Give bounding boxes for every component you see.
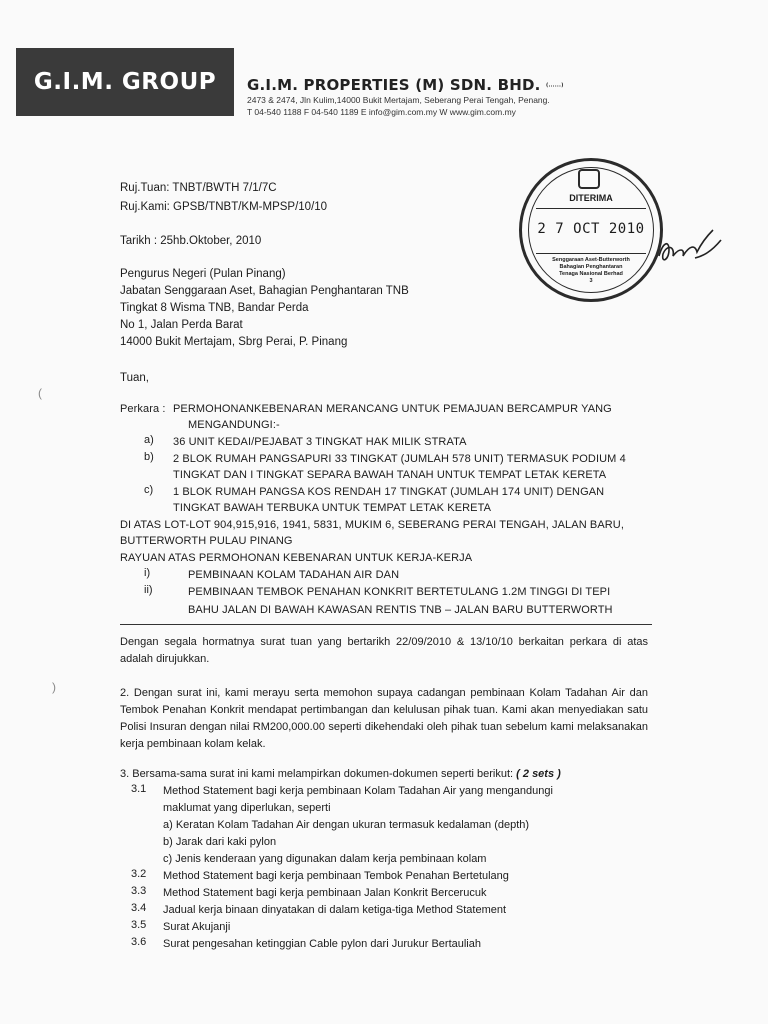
stamp-title: DITERIMA — [569, 193, 613, 203]
company-name: G.I.M. PROPERTIES (M) SDN. BHD. (......) — [247, 76, 564, 94]
item-number: 3.5 — [131, 919, 147, 931]
logo-text: G.I.M. GROUP — [33, 69, 217, 95]
margin-mark: ( — [38, 386, 42, 400]
sub-item: a) Keratan Kolam Tadahan Air dengan ukuran termasuk kedalaman (depth) — [163, 819, 530, 831]
attachment-item: Surat pengesahan ketinggian Cable pylon dari Jurukur Bertauliah — [163, 938, 481, 950]
appeal-item: PEMBINAAN TEMBOK PENAHAN KONKRIT BERTETULANG 1.2M TINGGI DI TEPI — [188, 586, 611, 598]
company-info — [247, 76, 667, 118]
recipient-line: No 1, Jalan Perda Barat — [120, 319, 243, 331]
subject-line: PERMOHONANKEBENARAN MERANCANG UNTUK PEMAJUAN BERCAMPUR YANG — [173, 403, 612, 415]
item-number: i) — [144, 567, 151, 579]
subject-item: TINGKAT DAN I TINGKAT SEPARA BAWAH TANAH UNTUK TEMPAT LETAK KERETA — [173, 469, 607, 481]
company-reg: (......) — [546, 82, 564, 89]
item-number: 3.3 — [131, 885, 147, 897]
recipient-line: Jabatan Senggaraan Aset, Bahagian Penghantaran TNB — [120, 285, 409, 297]
tnb-logo-icon — [578, 169, 600, 189]
subject-item: 36 UNIT KEDAI/PEJABAT 3 TINGKAT HAK MILIK STRATA — [173, 436, 467, 448]
company-address: 2473 & 2474, Jln Kulim,14000 Bukit Mertajam, Seberang Perai Tengah, Penang. — [247, 95, 550, 105]
appeal-item: PEMBINAAN KOLAM TADAHAN AIR DAN — [188, 569, 400, 581]
recipient-line: 14000 Bukit Mertajam, Sbrg Perai, P. Pinang — [120, 336, 348, 348]
handwritten-note: ( 2 sets ) — [516, 768, 561, 780]
ref-tuan: Ruj.Tuan: TNBT/BWTH 7/1/7C — [120, 182, 277, 194]
paragraph-3-intro: 3. Bersama-sama surat ini kami melampirkan dokumen-dokumen seperti berikut: ( 2 sets ) — [120, 768, 561, 780]
item-number: ii) — [144, 584, 153, 596]
sub-item: b) Jarak dari kaki pylon — [163, 836, 277, 848]
appeal-line: RAYUAN ATAS PERMOHONAN KEBENARAN UNTUK KERJA-KERJA — [120, 552, 473, 564]
item-number: 3.1 — [131, 783, 147, 795]
recipient-line: Pengurus Negeri (Pulan Pinang) — [120, 268, 286, 280]
attachment-item: Method Statement bagi kerja pembinaan Kolam Tadahan Air yang mengandungi — [163, 785, 553, 797]
stamp-date: 2 7 OCT 2010 — [537, 221, 645, 237]
attachment-item: maklumat yang diperlukan, seperti — [163, 802, 331, 814]
stamp-divider — [536, 253, 646, 254]
margin-mark: ) — [52, 680, 56, 694]
recipient-line: Tingkat 8 Wisma TNB, Bandar Perda — [120, 302, 309, 314]
subject-label: Perkara : — [120, 403, 166, 415]
paragraph-2: 2. Dengan surat ini, kami merayu serta memohon supaya cadangan pembinaan Kolam Tadahan Air dan Tembok Penahan Konkrit mendapat pertimbangan dan kelulusan pihak tuan. Kami akan menyediakan satu Polisi Insuran dengan nilai RM200,000.00 seperti dikehendaki oleh pihak tuan sebelum kami melaksanakan kerja pembinaan kolam kelak. — [120, 687, 648, 750]
appeal-item: BAHU JALAN DI BAWAH KAWASAN RENTIS TNB – JALAN BARU BUTTERWORTH — [188, 604, 613, 616]
attachment-item: Method Statement bagi kerja pembinaan Tembok Penahan Bertetulang — [163, 870, 509, 882]
lot-line: BUTTERWORTH PULAU PINANG — [120, 535, 293, 547]
company-logo — [16, 48, 234, 116]
stamp-department: Senggaraan Aset-Butterworth Bahagian Penghantaran Tenaga Nasional Berhad 3 — [552, 257, 630, 284]
salutation: Tuan, — [120, 372, 149, 384]
ref-kami: Ruj.Kami: GPSB/TNBT/KM-MPSP/10/10 — [120, 201, 328, 213]
attachment-item: Surat Akujanji — [163, 921, 231, 933]
handwritten-signature — [655, 222, 725, 272]
company-contact: T 04-540 1188 F 04-540 1189 E info@gim.com.my W www.gim.com.my — [247, 107, 516, 117]
item-number: 3.2 — [131, 868, 147, 880]
received-stamp — [519, 158, 663, 302]
subject-item: 2 BLOK RUMAH PANGSAPURI 33 TINGKAT (JUMLAH 578 UNIT) TERMASUK PODIUM 4 — [173, 453, 626, 465]
item-number: a) — [144, 434, 154, 446]
subject-item: TINGKAT BAWAH TERBUKA UNTUK TEMPAT LETAK KERETA — [173, 502, 492, 514]
subject-underline — [120, 624, 652, 625]
date-line: Tarikh : 25hb.Oktober, 2010 — [120, 235, 262, 247]
item-number: b) — [144, 451, 154, 463]
stamp-divider — [536, 208, 646, 209]
paragraph-1: Dengan segala hormatnya surat tuan yang bertarikh 22/09/2010 & 13/10/10 berkaitan perkara di atas adalah dirujukkan. — [120, 636, 648, 665]
sub-item: c) Jenis kenderaan yang digunakan dalam kerja pembinaan kolam — [163, 853, 487, 865]
attachment-item: Jadual kerja binaan dinyatakan di dalam ketiga-tiga Method Statement — [163, 904, 507, 916]
item-number: 3.6 — [131, 936, 147, 948]
item-number: 3.4 — [131, 902, 147, 914]
subject-item: 1 BLOK RUMAH PANGSA KOS RENDAH 17 TINGKAT (JUMLAH 174 UNIT) DENGAN — [173, 486, 605, 498]
subject-line: MENGANDUNGI:- — [188, 419, 280, 431]
item-number: c) — [144, 484, 154, 496]
lot-line: DI ATAS LOT-LOT 904,915,916, 1941, 5831, MUKIM 6, SEBERANG PERAI TENGAH, JALAN BARU, — [120, 519, 625, 531]
attachment-item: Method Statement bagi kerja pembinaan Jalan Konkrit Bercerucuk — [163, 887, 487, 899]
